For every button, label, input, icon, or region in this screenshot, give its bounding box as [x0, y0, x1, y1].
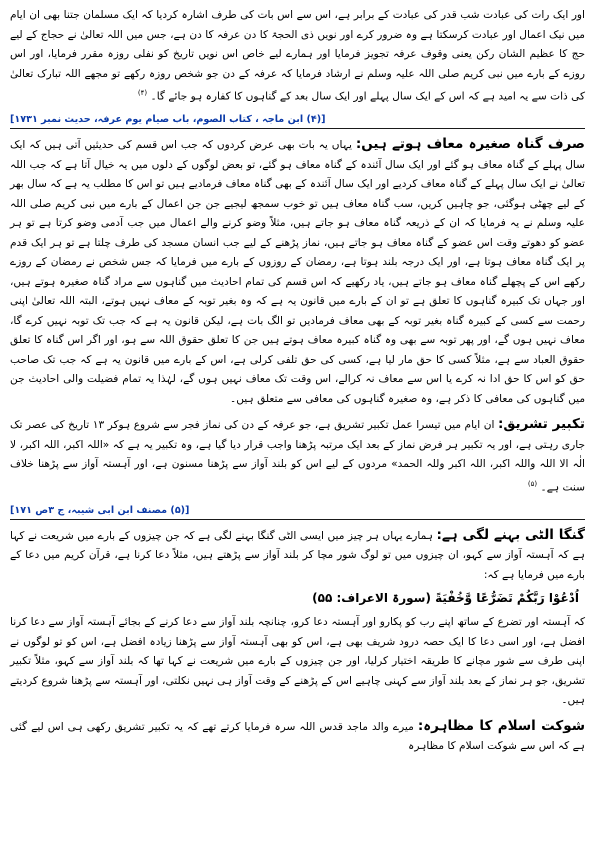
paragraph-text: ہمارے یہاں ہر چیز میں ایسی الٹی گنگا بہنے لگی ہے کہ جن چیزوں کے بارے میں شریعت نے کہا ہے کہ آہستہ آواز سے کہو، ان چیزوں میں تو لوگ شور مچا کر بلند آواز سے پڑھتے ہیں، مثلاً دعا کرنا ہے، قرآن کریم میں دعا کے بارے میں فرمایا ہے کہ:: [10, 529, 585, 581]
paragraph-dua-quietly: کہ آہستہ اور تضرع کے ساتھ اپنے رب کو پکارو اور آہستہ دعا کرو، چنانچہ بلند آواز سے دعا کرنے کے بجائے آہستہ آواز سے دعا کرنا افضل ہے، اور اسی دعا کا ایک حصہ درود شریف بھی ہے، اس کو بھی آہستہ آواز سے پڑھنا زیادہ افضل ہے، اس کو تو لوگوں نے اپنی طرف سے شور مچانے کا طریقہ اختیار کرلیا، اور جن چیزوں کے بارے میں شریعت نے کہا تھا کہ بلند آواز سے کہو، مثلاً تکبیر تشریق، جو ہر نماز کے بعد بلند آواز سے کہنی چاہیے اس کے پڑھنے کے وقت آواز ہی نہیں نکلتی، اور آہستہ سے پڑھنا شروع کردیتے ہیں۔: [10, 616, 585, 707]
quran-verse: اُدْعُوْا رَبَّكُمْ تَضَرُّعًا وَّخُفْيَةً (سورۃ الاعراف: ۵۵): [312, 591, 579, 606]
paragraph-text: میرے والد ماجد قدس اللہ سرہ فرمایا کرتے تھے کہ یہ تکبیر تشریق رکھی ہی اس لیے گئی ہے کہ اس سے شوکت اسلام کا مظاہرہ: [10, 720, 585, 753]
section-heading: صرف گناہ صغیرہ معاف ہوتے ہیں:: [355, 136, 585, 153]
reference-citation: [(۴) ابن ماجہ ، کتاب الصوم، باب صیام یوم عرفہ، حدیث نمبر ۱۷۳۱]: [10, 114, 326, 126]
paragraph-text: یہاں یہ بات بھی عرض کردوں کہ جب اس قسم کی حدیثیں آتی ہیں کہ ایک سال پہلے کے گناہ معاف ہو گئے اور ایک سال آئندہ کے گناہ معاف ہو گئے، تو بعض لوگوں کے دلوں میں یہ خیال آتا ہے کہ جب اللہ تعالیٰ نے ایک سال پہلے کے گناہ معاف کردیے اور ایک سال آئندہ کے بھی گناہ معاف فرمادیے ہیں تو اس کا مطلب یہ ہے کہ سال بھر کے لیے چھٹی ہوگئی، جو چاہیں کریں، سب گناہ معاف ہیں تو خوب سمجھ لیجیے جن جن اعمال کے بارے میں نبی کریم صلی اللہ علیہ وسلم نے یہ فرمایا کہ ان کے ذریعہ گناہ معاف ہو جاتے ہیں، مثلاً وضو کرنے والے اعمال میں جب آدمی وضو کرتا ہے تو ہر عضو کو دھوتے وقت اس عضو کے گناہ معاف ہو جاتے ہیں، نماز پڑھنے کے لیے جب انسان مسجد کی طرف چلتا ہے تو ہر ایک قدم پر ایک گناہ معاف ہوتا ہے، اور ایک درجہ بلند ہوتا ہے، رمضان کے روزوں کے بارے میں فرمایا کہ جس شخص نے رمضان کے روزے رکھے اس کے پچھلے گناہ معاف ہو جاتے ہیں، یاد رکھیے کہ اس قسم کی تمام احادیث میں گناہوں سے مراد گناہ صغیرہ ہوتے ہیں، اور جہاں تک کبیرہ گناہوں کا تعلق ہے تو ان کے بارے میں قانون یہ ہے کہ وہ بغیر توبہ کے معاف نہیں ہوتے، البتہ اللہ تعالیٰ اپنی رحمت سے کسی کے کبیرہ گناہ بغیر توبہ کے بھی معاف فرمادیں تو الگ بات ہے، لیکن قانون یہ ہے کہ جب تک توبہ نہیں کرے گا، معاف نہیں ہوں گے، اور پھر توبہ سے بھی وہ گناہ کبیرہ معاف ہوتے ہیں جن کا تعلق حقوق اللہ سے ہو، اور اگر اس گناہ کا تعلق حقوق العباد سے ہے، مثلاً کسی کا حق مار لیا ہے، کسی کی حق تلفی کرلی ہے، اس کے بارے میں قانون یہ ہے کہ جب تک صاحب حق کو اس کا حق ادا نہ کرے یا اس سے معاف نہ کرالے، اس وقت تک معاف نہیں ہوں گے، لہٰذا یہ تمام فضیلت والی احادیث جن میں گناہوں کی معافی کا ذکر ہے، وہ صغیرہ گناہوں کی معافی سے متعلق ہیں۔: [10, 139, 585, 405]
reference-citation: [(۵) مصنف ابن ابی شیبہ، ج ۳ص ۱۷۱]: [10, 504, 190, 516]
divider: [10, 128, 585, 129]
footnote-marker: (۴): [137, 89, 148, 97]
section-heading: گنگا الٹی بہنے لگی ہے:: [436, 526, 586, 543]
paragraph-minor-sins: [10, 135, 585, 409]
paragraph-text: ان ایام میں تیسرا عمل تکبیر تشریق ہے، جو عرفہ کے دن کی نماز فجر سے شروع ہوکر ۱۳ تاریخ کی عصر تک جاری رہتی ہے، اور یہ تکبیر ہر فرض نماز کے بعد ایک مرتبہ پڑھنا واجب قرار دیا گیا ہے، وہ تکبیر یہ ہے کہ «اللہ اکبر، اللہ اکبر، لا الٰہ الا اللہ واللہ اکبر، اللہ اکبر وللہ الحمد» مردوں کے لیے اس کو بلند آواز سے پڑھنا مسنون ہے، اور آہستہ آواز سے پڑھنا خلاف سنت ہے۔: [10, 419, 585, 494]
paragraph-reversed-ganga: [10, 526, 585, 586]
divider: [10, 519, 585, 520]
paragraph-arafah-fast: [10, 6, 585, 107]
document-page: [10, 6, 585, 757]
paragraph-text: اور ایک رات کی عبادت شب قدر کی عبادت کے برابر ہے، اس سے اس بات کی طرف اشارہ کردیا کہ ایک مسلمان جتنا بھی ان ایام میں نیک اعمال اور عبادت کرسکتا ہے وہ ضرور کرے اور نویں ذی الحجۃ کا دن عرفہ کا دن ہے، جس میں اللہ تعالیٰ نے حجاج کے لیے حج کا عظیم الشان رکن یعنی وقوف عرفہ تجویز فرمایا اور ہمارے لیے خاص اس نویں تاریخ کو نفلی روزہ مقرر فرمایا، اور اس روزے کے بارے میں نبی کریم صلی اللہ علیہ وسلم نے ارشاد فرمایا کہ عرفہ کے دن جو شخص روزہ رکھے تو مجھے اللہ تبارک تعالیٰ کی ذات سے یہ امید ہے کہ اس کے ایک سال پہلے اور ایک سال بعد کے گناہوں کا کفارہ ہو جائے گا۔: [10, 9, 585, 103]
footnote-marker: (۵): [527, 479, 538, 488]
section-heading: تکبیر تشریق:: [497, 416, 585, 433]
paragraph-takbir-tashreeq: [10, 415, 585, 498]
paragraph-islam-glory: [10, 717, 585, 757]
section-heading: شوکت اسلام کا مظاہرہ:: [417, 717, 585, 734]
